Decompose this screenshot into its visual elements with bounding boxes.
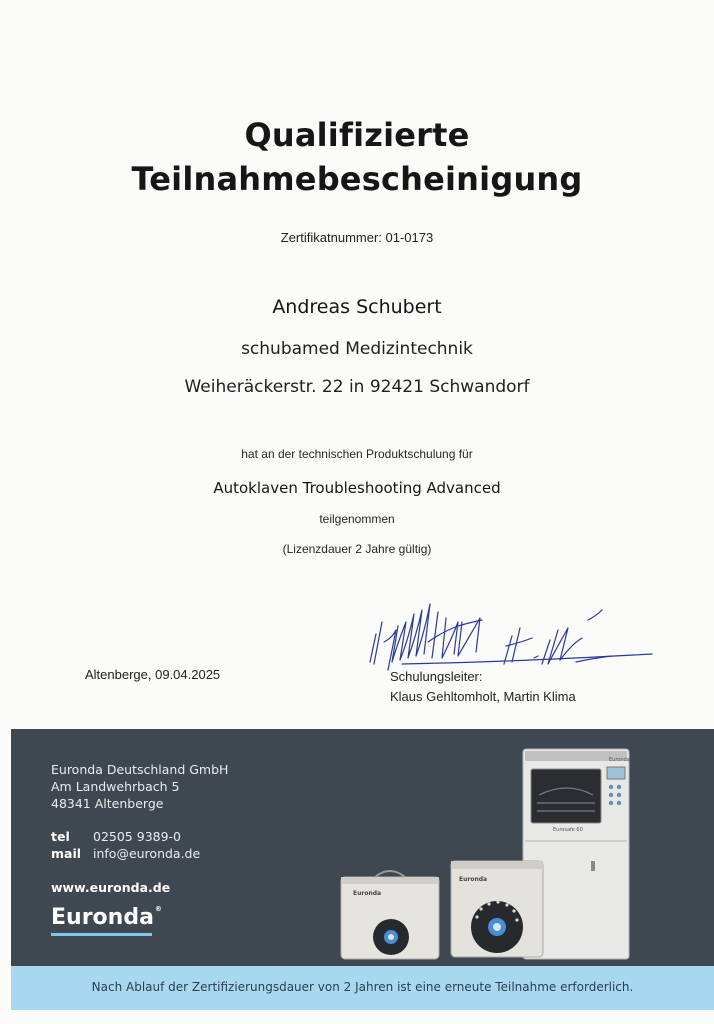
- title-line-2: Teilnahmebescheinigung: [131, 160, 583, 198]
- certificate-number: Zertifikatnummer: 01-0173: [280, 230, 434, 245]
- participated-text: teilgenommen: [319, 512, 395, 526]
- place-date: Altenberge, 09.04.2025: [85, 667, 221, 682]
- certificate-title: [0, 113, 714, 201]
- notice-bar: [11, 966, 714, 1010]
- company-footer: [11, 729, 714, 966]
- device-label-eurosafe: Eurosafe 60: [553, 827, 583, 833]
- participant-company: schubamed Medizintechnik: [241, 339, 473, 359]
- footer-contact-block: [51, 828, 200, 862]
- participant-address: Weiheräckerstr. 22 in 92421 Schwandorf: [184, 377, 530, 397]
- intro-text: hat an der technischen Produktschulung für: [241, 447, 473, 461]
- euronda-logo-text: Euronda: [51, 905, 154, 930]
- registered-mark: ®: [154, 905, 162, 913]
- euronda-logo: [51, 905, 162, 930]
- mail-label: mail: [51, 846, 82, 861]
- participant-name: Andreas Schubert: [272, 296, 442, 318]
- product-devices-image: [327, 741, 645, 966]
- footer-street: Am Landwehrbach 5: [51, 779, 180, 794]
- device-label-small: Euronda: [353, 890, 382, 897]
- trainer-names: Klaus Gehltomholt, Martin Klima: [390, 689, 576, 704]
- footer-company-name: Euronda Deutschland GmbH: [51, 762, 229, 777]
- device-label-eurosafe-brand: Euronda: [609, 757, 630, 763]
- tel-label: tel: [51, 829, 70, 844]
- trainer-label: Schulungsleiter:: [390, 669, 483, 684]
- device-label-mid: Euronda: [459, 876, 488, 883]
- handwritten-signature: [362, 592, 662, 680]
- title-line-1: Qualifizierte: [244, 116, 470, 154]
- mail-value: info@euronda.de: [93, 846, 201, 861]
- footer-mail-row: [51, 845, 200, 862]
- footer-website: www.euronda.de: [51, 880, 171, 895]
- license-text: (Lizenzdauer 2 Jahre gültig): [282, 542, 432, 556]
- logo-underline: [51, 933, 152, 936]
- footer-address-block: [51, 761, 228, 812]
- course-name: Autoklaven Troubleshooting Advanced: [213, 479, 501, 497]
- footer-city: 48341 Altenberge: [51, 796, 164, 811]
- renewal-notice: Nach Ablauf der Zertifizierungsdauer von 2 Jahren ist eine erneute Teilnahme erforderlich.: [91, 980, 634, 994]
- tel-value: 02505 9389-0: [93, 829, 182, 844]
- footer-tel-row: [51, 828, 200, 845]
